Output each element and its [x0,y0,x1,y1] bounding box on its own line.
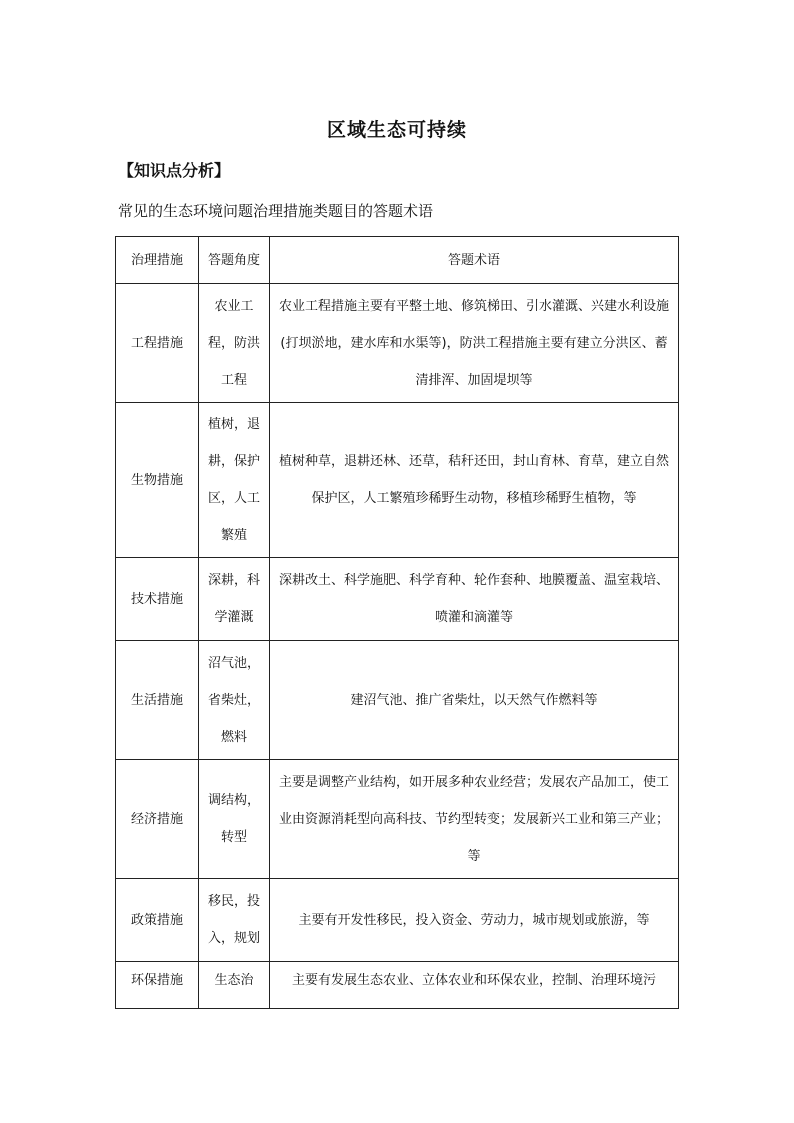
table-row [116,879,679,962]
measure-cell: 工程措施 [116,284,199,403]
angle-cell: 沼气池，省柴灶，燃料 [199,641,270,760]
measure-cell: 生活措施 [116,641,199,760]
measure-cell: 政策措施 [116,879,199,962]
table-row [116,403,679,558]
terms-cell: 建沼气池、推广省柴灶，以天然气作燃料等 [270,641,679,760]
header-angle: 答题角度 [199,237,270,284]
measure-cell: 经济措施 [116,760,199,879]
measure-cell: 生物措施 [116,403,199,558]
angle-cell: 移民，投入，规划 [199,879,270,962]
angle-cell: 生态治 [199,962,270,1009]
terms-cell: 主要有发展生态农业、立体农业和环保农业，控制、治理环境污 [270,962,679,1009]
table-row [116,641,679,760]
table-row [116,558,679,641]
header-terms: 答题术语 [270,237,679,284]
terms-cell: 农业工程措施主要有平整土地、修筑梯田、引水灌溉、兴建水利设施(打坝淤地，建水库和水渠等)，防洪工程措施主要有建立分洪区、蓄清排浑、加固堤坝等 [270,284,679,403]
section-heading: 【知识点分析】 [118,161,231,180]
angle-cell: 植树，退耕，保护区，人工繁殖 [199,403,270,558]
angle-cell: 调结构，转型 [199,760,270,879]
terms-cell: 植树种草，退耕还林、还草，秸秆还田，封山育林、育草，建立自然保护区，人工繁殖珍稀野生动物，移植珍稀野生植物，等 [270,403,679,558]
document-title: 区域生态可持续 [326,119,467,141]
measure-cell: 技术措施 [116,558,199,641]
terms-cell: 深耕改土、科学施肥、科学育种、轮作套种、地膜覆盖、温室栽培、喷灌和滴灌等 [270,558,679,641]
table-header-row [116,237,679,284]
angle-cell: 农业工程，防洪工程 [199,284,270,403]
measure-cell: 环保措施 [116,962,199,1009]
table-row [116,962,679,1009]
angle-cell: 深耕，科学灌溉 [199,558,270,641]
terms-cell: 主要有开发性移民，投入资金、劳动力，城市规划或旅游，等 [270,879,679,962]
terms-cell: 主要是调整产业结构，如开展多种农业经营；发展农产品加工，使工业由资源消耗型向高科技、节约型转变；发展新兴工业和第三产业；等 [270,760,679,879]
terminology-table [115,236,679,1009]
header-measure: 治理措施 [116,237,199,284]
table-row [116,284,679,403]
table-row [116,760,679,879]
intro-text: 常见的生态环境问题治理措施类题目的答题术语 [118,202,434,220]
